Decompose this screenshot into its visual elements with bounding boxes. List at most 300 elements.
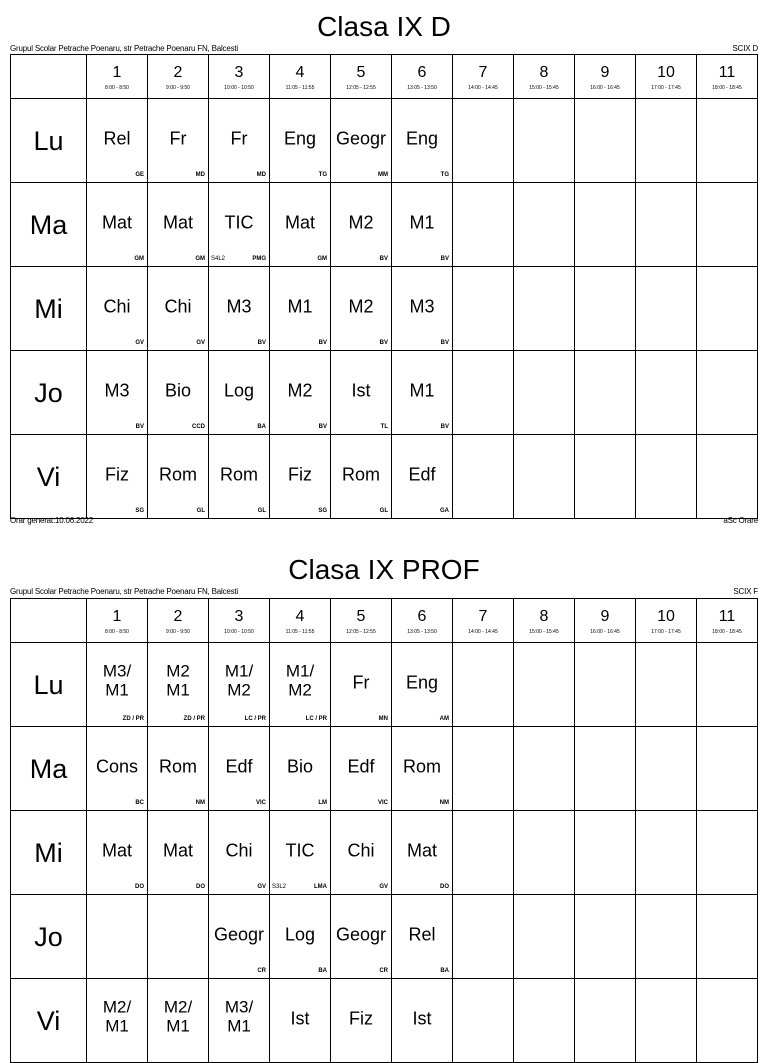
lesson-cell <box>331 811 392 895</box>
empty-cell <box>453 811 514 895</box>
empty-cell <box>514 979 575 1063</box>
empty-cell <box>87 895 148 979</box>
lesson-cell <box>331 351 392 435</box>
period-number: 6 <box>417 608 427 625</box>
teacher-code: BC <box>135 800 144 806</box>
teacher-code: MN <box>378 716 388 722</box>
teacher-code: SG <box>135 508 144 514</box>
lesson-cell <box>331 643 392 727</box>
empty-cell <box>697 643 758 727</box>
day-label <box>11 979 87 1063</box>
period-number: 2 <box>173 64 183 81</box>
lesson-cell <box>148 811 209 895</box>
period-number: 1 <box>112 64 122 81</box>
period-number: 7 <box>478 64 488 81</box>
empty-cell <box>514 435 575 519</box>
lesson-cell <box>392 183 453 267</box>
subject: Eng <box>405 672 439 693</box>
teacher-code: BV <box>379 340 388 346</box>
empty-cell <box>636 727 697 811</box>
period-time: 15:00 - 15:45 <box>529 629 559 635</box>
teacher-code: BV <box>379 256 388 262</box>
period-header <box>636 599 697 643</box>
day-label <box>11 351 87 435</box>
lesson-cell <box>392 435 453 519</box>
period-header <box>636 55 697 99</box>
lesson-cell <box>209 727 270 811</box>
empty-cell <box>453 267 514 351</box>
day-label <box>11 183 87 267</box>
empty-cell <box>575 811 636 895</box>
subject: TIC <box>224 212 254 233</box>
period-header <box>270 55 331 99</box>
lesson-cell <box>148 979 209 1063</box>
empty-cell <box>514 351 575 435</box>
empty-cell <box>697 895 758 979</box>
subject: Fiz <box>288 464 312 485</box>
day-label <box>11 811 87 895</box>
teacher-code: GA <box>440 508 449 514</box>
day-label <box>11 267 87 351</box>
teacher-code: BV <box>440 424 449 430</box>
day-name: Ma <box>29 209 68 240</box>
empty-cell <box>148 895 209 979</box>
empty-cell <box>697 979 758 1063</box>
empty-cell <box>575 895 636 979</box>
day-label <box>11 99 87 183</box>
empty-cell <box>636 99 697 183</box>
subject: M3/ M1 <box>102 660 132 699</box>
teacher-code: BA <box>318 968 327 974</box>
teacher-code: VIC <box>255 800 266 806</box>
day-name: Vi <box>36 1005 61 1036</box>
lesson-cell <box>87 351 148 435</box>
period-header <box>575 599 636 643</box>
day-name: Jo <box>34 921 63 952</box>
teacher-code: LC / PR <box>305 716 327 722</box>
day-row <box>11 267 758 351</box>
lesson-cell <box>209 99 270 183</box>
subject: M1 <box>409 212 435 233</box>
day-label <box>11 435 87 519</box>
teacher-code: SG <box>318 508 327 514</box>
day-name: Mi <box>34 837 63 868</box>
lesson-cell <box>148 727 209 811</box>
subject: Fiz <box>349 1008 373 1029</box>
subject: M3 <box>104 380 130 401</box>
teacher-code: BV <box>440 256 449 262</box>
period-header <box>209 55 270 99</box>
class-code: SCIX F <box>733 587 758 596</box>
lesson-cell <box>392 643 453 727</box>
empty-cell <box>453 351 514 435</box>
teacher-code: CR <box>379 968 388 974</box>
period-number: 10 <box>657 64 675 81</box>
period-time: 11:05 - 11:55 <box>285 85 315 91</box>
subject: M3 <box>226 296 252 317</box>
day-name: Lu <box>33 669 64 700</box>
subject: Ist <box>290 1008 310 1029</box>
lesson-cell <box>87 979 148 1063</box>
lesson-cell <box>209 267 270 351</box>
lesson-cell <box>209 811 270 895</box>
day-row <box>11 643 758 727</box>
lesson-cell <box>392 895 453 979</box>
subject: TIC <box>285 840 315 861</box>
teacher-code: BV <box>135 424 144 430</box>
period-time: 8:00 - 8:50 <box>105 85 129 91</box>
lesson-cell <box>209 643 270 727</box>
day-row <box>11 183 758 267</box>
period-header-row <box>11 55 758 99</box>
subject: Fr <box>169 128 187 149</box>
empty-cell <box>575 979 636 1063</box>
empty-cell <box>453 643 514 727</box>
teacher-code: GL <box>196 508 205 514</box>
period-number: 2 <box>173 608 183 625</box>
lesson-cell <box>148 267 209 351</box>
period-time: 18:00 - 18:45 <box>712 85 742 91</box>
lesson-cell <box>392 811 453 895</box>
lesson-cell <box>270 435 331 519</box>
period-time: 14:00 - 14:45 <box>468 629 498 635</box>
period-time: 13:05 - 13:50 <box>407 85 437 91</box>
empty-cell <box>453 979 514 1063</box>
lesson-cell <box>148 643 209 727</box>
subject: Edf <box>408 464 436 485</box>
period-number: 11 <box>718 64 736 81</box>
subject: M1 <box>287 296 313 317</box>
lesson-cell <box>331 727 392 811</box>
lesson-cell <box>270 99 331 183</box>
period-header <box>270 599 331 643</box>
empty-cell <box>453 435 514 519</box>
day-row <box>11 99 758 183</box>
lesson-cell <box>331 267 392 351</box>
subject: Rom <box>158 756 197 777</box>
empty-cell <box>575 435 636 519</box>
subject: Eng <box>405 128 439 149</box>
period-time: 10:00 - 10:50 <box>224 629 254 635</box>
teacher-code: TL <box>380 424 388 430</box>
teacher-code: BV <box>440 340 449 346</box>
subject: Ist <box>412 1008 432 1029</box>
period-time: 18:00 - 18:45 <box>712 629 742 635</box>
empty-cell <box>514 895 575 979</box>
teacher-code: CR <box>257 968 266 974</box>
empty-cell <box>453 183 514 267</box>
period-header <box>209 599 270 643</box>
subject: M2 <box>287 380 313 401</box>
lesson-cell <box>392 351 453 435</box>
teacher-code: GV <box>257 884 266 890</box>
teacher-code: ZD / PR <box>183 716 205 722</box>
empty-cell <box>636 267 697 351</box>
empty-cell <box>697 435 758 519</box>
lesson-cell <box>148 183 209 267</box>
period-header <box>87 599 148 643</box>
period-number: 11 <box>718 608 736 625</box>
empty-cell <box>636 643 697 727</box>
subject: M1/ M2 <box>285 660 315 699</box>
subject: M2 <box>348 296 374 317</box>
lesson-cell <box>209 183 270 267</box>
teacher-code: PMG <box>252 256 266 262</box>
period-time: 9:00 - 9:50 <box>166 85 190 91</box>
subject: Fr <box>230 128 248 149</box>
corner-cell <box>11 599 87 643</box>
lesson-cell <box>392 979 453 1063</box>
subject: M2/ M1 <box>102 996 132 1035</box>
subject: Log <box>284 924 316 945</box>
lesson-cell <box>87 435 148 519</box>
lesson-cell <box>270 267 331 351</box>
period-number: 10 <box>657 608 675 625</box>
empty-cell <box>453 727 514 811</box>
period-number: 5 <box>356 608 366 625</box>
subject: M1/ M2 <box>224 660 254 699</box>
subject: Rom <box>219 464 258 485</box>
teacher-code: BV <box>257 340 266 346</box>
subject: Edf <box>347 756 375 777</box>
lesson-cell <box>331 183 392 267</box>
period-number: 9 <box>600 608 610 625</box>
subject: Cons <box>95 756 139 777</box>
subject: Chi <box>225 840 253 861</box>
period-number: 9 <box>600 64 610 81</box>
teacher-code: ZD / PR <box>122 716 144 722</box>
class-code: SCIX D <box>732 44 758 53</box>
day-label <box>11 643 87 727</box>
period-header <box>148 55 209 99</box>
period-header-row <box>11 599 758 643</box>
teacher-code: GM <box>134 256 144 262</box>
teacher-code: MD <box>256 172 266 178</box>
day-row <box>11 979 758 1063</box>
subject: Mat <box>162 212 193 233</box>
subject: M2/ M1 <box>163 996 193 1035</box>
lesson-cell <box>270 351 331 435</box>
lesson-cell <box>87 811 148 895</box>
teacher-code: GE <box>135 172 144 178</box>
period-time: 17:00 - 17:45 <box>651 629 681 635</box>
schedule-grid <box>10 598 758 1063</box>
day-row <box>11 351 758 435</box>
schedule-grid <box>10 54 758 519</box>
period-time: 9:00 - 9:50 <box>166 629 190 635</box>
lesson-cell <box>331 895 392 979</box>
day-row <box>11 435 758 519</box>
teacher-code: NM <box>195 800 205 806</box>
subject: Chi <box>103 296 131 317</box>
empty-cell <box>575 727 636 811</box>
empty-cell <box>697 183 758 267</box>
period-number: 4 <box>295 608 305 625</box>
timetable-title: Clasa IX D <box>317 11 451 42</box>
empty-cell <box>575 183 636 267</box>
period-time: 12:05 - 12:55 <box>346 85 376 91</box>
period-time: 8:00 - 8:50 <box>105 629 129 635</box>
empty-cell <box>697 99 758 183</box>
room-code: S4L2 <box>211 256 226 262</box>
software-credit: aSc Orare <box>723 516 758 525</box>
day-name: Jo <box>34 377 63 408</box>
period-header <box>392 599 453 643</box>
period-header <box>148 599 209 643</box>
period-header <box>575 55 636 99</box>
empty-cell <box>453 895 514 979</box>
teacher-code: GM <box>195 256 205 262</box>
lesson-cell <box>209 435 270 519</box>
lesson-cell <box>209 979 270 1063</box>
subject: M2 M1 <box>166 660 190 699</box>
day-label <box>11 727 87 811</box>
lesson-cell <box>148 99 209 183</box>
empty-cell <box>514 811 575 895</box>
school-name: Grupul Scolar Petrache Poenaru, str Petrache Poenaru FN, Balcesti <box>10 44 239 53</box>
lesson-cell <box>331 979 392 1063</box>
teacher-code: MM <box>378 172 388 178</box>
teacher-code: VIC <box>377 800 388 806</box>
teacher-code: GV <box>379 884 388 890</box>
empty-cell <box>575 99 636 183</box>
lesson-cell <box>87 267 148 351</box>
corner-cell <box>11 55 87 99</box>
teacher-code: CCD <box>192 424 205 430</box>
teacher-code: LM <box>318 800 327 806</box>
empty-cell <box>697 811 758 895</box>
day-name: Ma <box>29 753 68 784</box>
period-header <box>514 55 575 99</box>
teacher-code: DO <box>135 884 144 890</box>
teacher-code: BV <box>318 340 327 346</box>
subject: Mat <box>406 840 437 861</box>
subject: Ist <box>351 380 371 401</box>
empty-cell <box>575 351 636 435</box>
period-header <box>697 55 758 99</box>
period-number: 3 <box>234 64 244 81</box>
empty-cell <box>636 811 697 895</box>
period-number: 6 <box>417 64 427 81</box>
period-header <box>697 599 758 643</box>
subject: Rom <box>341 464 380 485</box>
period-header <box>514 599 575 643</box>
period-time: 16:00 - 16:45 <box>590 629 620 635</box>
lesson-cell <box>209 895 270 979</box>
empty-cell <box>636 183 697 267</box>
lesson-cell <box>87 643 148 727</box>
subject: Rom <box>158 464 197 485</box>
empty-cell <box>697 727 758 811</box>
subject: Chi <box>164 296 192 317</box>
subject: Eng <box>283 128 317 149</box>
lesson-cell <box>148 351 209 435</box>
empty-cell <box>514 183 575 267</box>
lesson-cell <box>331 435 392 519</box>
teacher-code: GL <box>379 508 388 514</box>
period-header <box>453 599 514 643</box>
period-number: 7 <box>478 608 488 625</box>
empty-cell <box>697 351 758 435</box>
period-number: 4 <box>295 64 305 81</box>
period-time: 16:00 - 16:45 <box>590 85 620 91</box>
teacher-code: BA <box>440 968 449 974</box>
generated-date: Orar generat:10.06.2022 <box>10 516 94 525</box>
lesson-cell <box>270 183 331 267</box>
teacher-code: LMA <box>314 884 327 890</box>
subject: Mat <box>162 840 193 861</box>
teacher-code: GL <box>257 508 266 514</box>
subject: Bio <box>164 380 191 401</box>
lesson-cell <box>87 99 148 183</box>
subject: Rom <box>402 756 441 777</box>
subject: Geogr <box>335 924 387 945</box>
subject: Geogr <box>335 128 387 149</box>
period-number: 5 <box>356 64 366 81</box>
empty-cell <box>453 99 514 183</box>
subject: Log <box>223 380 255 401</box>
lesson-cell <box>270 643 331 727</box>
teacher-code: BA <box>257 424 266 430</box>
period-header <box>87 55 148 99</box>
teacher-code: GV <box>135 340 144 346</box>
subject: Chi <box>347 840 375 861</box>
empty-cell <box>514 99 575 183</box>
subject: Bio <box>286 756 313 777</box>
lesson-cell <box>270 727 331 811</box>
subject: Fiz <box>105 464 129 485</box>
empty-cell <box>636 895 697 979</box>
teacher-code: GM <box>317 256 327 262</box>
lesson-cell <box>209 351 270 435</box>
period-number: 8 <box>539 64 549 81</box>
period-time: 10:00 - 10:50 <box>224 85 254 91</box>
lesson-cell <box>331 99 392 183</box>
teacher-code: TG <box>318 172 327 178</box>
period-time: 14:00 - 14:45 <box>468 85 498 91</box>
lesson-cell <box>87 727 148 811</box>
period-time: 15:00 - 15:45 <box>529 85 559 91</box>
empty-cell <box>636 435 697 519</box>
period-header <box>331 55 392 99</box>
period-number: 1 <box>112 608 122 625</box>
empty-cell <box>636 979 697 1063</box>
school-name: Grupul Scolar Petrache Poenaru, str Petrache Poenaru FN, Balcesti <box>10 587 239 596</box>
empty-cell <box>697 267 758 351</box>
teacher-code: GV <box>196 340 205 346</box>
subject: M1 <box>409 380 435 401</box>
subject: Mat <box>101 840 132 861</box>
empty-cell <box>636 351 697 435</box>
empty-cell <box>575 643 636 727</box>
day-name: Vi <box>36 461 61 492</box>
empty-cell <box>514 643 575 727</box>
day-row <box>11 895 758 979</box>
subject: Mat <box>284 212 315 233</box>
lesson-cell <box>392 99 453 183</box>
empty-cell <box>575 267 636 351</box>
teacher-code: BV <box>318 424 327 430</box>
subject: M2 <box>348 212 374 233</box>
period-time: 11:05 - 11:55 <box>285 629 315 635</box>
teacher-code: NM <box>439 800 449 806</box>
timetable-title: Clasa IX PROF <box>288 554 480 585</box>
subject: Edf <box>225 756 253 777</box>
period-number: 8 <box>539 608 549 625</box>
subject: Rel <box>408 924 436 945</box>
lesson-cell <box>270 895 331 979</box>
lesson-cell <box>87 183 148 267</box>
